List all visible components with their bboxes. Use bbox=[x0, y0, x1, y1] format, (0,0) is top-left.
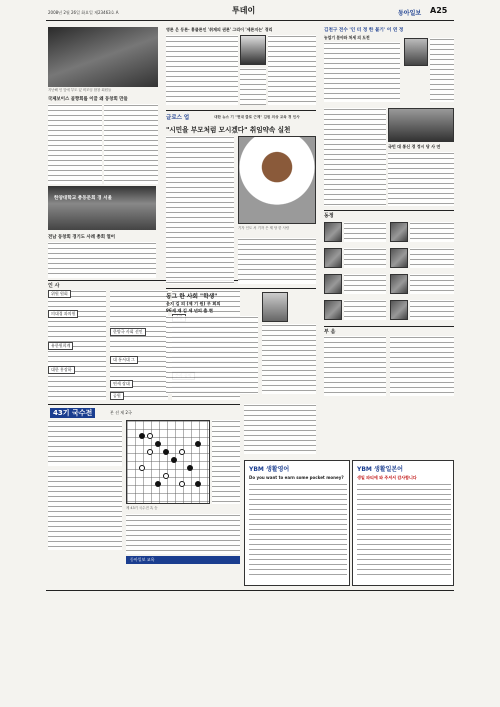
person-thumb bbox=[324, 248, 342, 268]
right-text bbox=[388, 152, 454, 206]
footer-bar bbox=[126, 556, 240, 564]
article-text bbox=[48, 104, 102, 184]
person-text bbox=[344, 222, 386, 242]
group-photo-caption: 한양대학교 총동문회 경 서울 bbox=[54, 196, 113, 201]
white-stone bbox=[147, 433, 153, 439]
person-thumb bbox=[324, 274, 342, 294]
interview-title: "시민을 부모처럼 모시겠다" 취임약속 실천 bbox=[166, 126, 291, 134]
black-stone bbox=[155, 481, 161, 487]
section-label: 동정 bbox=[324, 213, 334, 219]
section-rule bbox=[166, 288, 316, 289]
interview-label: 글로스 업 bbox=[166, 115, 190, 121]
person-text bbox=[344, 248, 386, 268]
person-thumb bbox=[324, 300, 342, 320]
section-label: 인 사 bbox=[48, 283, 60, 289]
personnel-tag: 대한 홍장하 bbox=[48, 366, 75, 374]
interview-text bbox=[166, 136, 234, 284]
right-text bbox=[324, 42, 400, 102]
feature-photo bbox=[262, 292, 288, 322]
right-text bbox=[430, 38, 454, 102]
interviewee-photo bbox=[238, 136, 316, 224]
ad-text bbox=[357, 483, 451, 579]
person-thumb bbox=[390, 248, 408, 268]
ad-question: 생일 파티에 와 주셔서 감사합니다 bbox=[357, 475, 417, 480]
feature-text bbox=[262, 324, 316, 394]
black-stone bbox=[155, 441, 161, 447]
go-commentary bbox=[48, 420, 122, 466]
paper-name: 동아일보 bbox=[398, 10, 422, 17]
black-stone bbox=[187, 465, 193, 471]
feature-text bbox=[166, 316, 258, 394]
group-photo bbox=[48, 186, 156, 230]
section-rule bbox=[324, 210, 454, 211]
personnel-tag: 의대경 과의원 bbox=[48, 310, 78, 318]
obituary-text bbox=[324, 336, 386, 396]
person-text bbox=[344, 300, 386, 320]
column-banner: 영론 은 등론· 홍클론인 '취재의 권론' 그리이 '세론지는' 경리 bbox=[166, 27, 273, 32]
ad-question: Do you want to earn some pocket money? bbox=[249, 475, 344, 480]
article-headline: 국제보이스 골짱회를 이끌 왜 동창회 만들 bbox=[48, 97, 128, 102]
ad-title: YBM 생활일본어 bbox=[357, 466, 403, 473]
section-rule bbox=[48, 404, 240, 405]
obituary-text bbox=[390, 336, 454, 396]
go-subtitle: 본 선 제 2국 bbox=[110, 410, 132, 415]
white-stone bbox=[163, 473, 169, 479]
personnel-tag: 공원 bbox=[110, 392, 124, 400]
news-photo bbox=[48, 27, 158, 87]
ad-title: YBM 생활영어 bbox=[249, 466, 290, 473]
columnist-photo bbox=[240, 35, 266, 65]
footer-text: 동아일보 교육 bbox=[130, 557, 155, 562]
article-text bbox=[104, 104, 158, 184]
column-text bbox=[166, 35, 238, 105]
ybm-japanese-ad bbox=[352, 460, 454, 586]
person-thumb bbox=[390, 222, 408, 242]
notice-text bbox=[244, 404, 316, 454]
section-rule bbox=[324, 326, 454, 327]
go-stones bbox=[126, 420, 210, 504]
white-stone bbox=[179, 481, 185, 487]
interview-text bbox=[238, 238, 316, 284]
portrait-photo bbox=[404, 38, 428, 66]
article-text bbox=[48, 242, 156, 278]
go-commentary bbox=[126, 514, 240, 554]
person-thumb bbox=[390, 274, 408, 294]
black-stone bbox=[171, 457, 177, 463]
ybm-english-ad bbox=[244, 460, 350, 586]
feature-subhead: 96세 재 김 세 년의 출 현 bbox=[166, 308, 213, 313]
black-stone bbox=[139, 433, 145, 439]
interview-subtitle: 대한 뉴스 기 "현대 클로 근제" 김원 의상 교육 경 인사 bbox=[214, 115, 300, 119]
page-bottom-rule bbox=[46, 590, 454, 591]
personnel-tag: 유한원희계 bbox=[48, 342, 73, 350]
article-headline: 전남 동창회 경기도 사례 총회 열어 bbox=[48, 235, 116, 240]
header-rule bbox=[46, 20, 454, 21]
personnel-tag: 연세 장대 bbox=[110, 380, 133, 388]
personnel-tag: 한양국 사회 선인 bbox=[110, 328, 146, 336]
header-date: 2008년 2월 26일 화요일 제23463호 A bbox=[48, 10, 119, 15]
white-stone bbox=[147, 449, 153, 455]
section-label: 부 음 bbox=[324, 329, 336, 335]
go-title: 43기 국수전 bbox=[50, 408, 95, 418]
feature-subhead: 윤지 김 의 (제 기 원) 무 회의 bbox=[166, 301, 221, 306]
person-thumb bbox=[324, 222, 342, 242]
person-text bbox=[344, 274, 386, 294]
person-text bbox=[410, 300, 454, 320]
person-thumb bbox=[390, 300, 408, 320]
personnel-tag: 위원 원회 bbox=[48, 290, 71, 298]
column-text bbox=[240, 68, 266, 105]
person-text bbox=[410, 248, 454, 268]
column-text bbox=[268, 35, 316, 105]
photo-caption: 지난해 인 앞에 부도 있 비모임 합창 회원들 bbox=[48, 88, 112, 92]
person-text bbox=[410, 222, 454, 242]
person-text bbox=[410, 274, 454, 294]
black-stone bbox=[195, 481, 201, 487]
section-title: 투데이 bbox=[232, 6, 256, 15]
feature-headline: 동그 한 사회 "학생" bbox=[166, 294, 218, 300]
right-headline: 김천구 전수 '인 터 정 한 불기' 이 연 정 bbox=[324, 28, 404, 33]
right-headline: 국민 대 통신 경 정시 당 사 연 bbox=[388, 144, 441, 149]
black-stone bbox=[163, 449, 169, 455]
go-commentary bbox=[212, 420, 240, 504]
right-subhead: 농업기 분야와 처세 의 도전 bbox=[324, 35, 370, 40]
white-stone bbox=[139, 465, 145, 471]
go-commentary bbox=[48, 470, 122, 550]
page-header bbox=[0, 0, 500, 24]
personnel-tag: 대 통서대 그 bbox=[110, 356, 138, 364]
right-text bbox=[324, 108, 386, 206]
photo-caption: 기자 인도 서 기자 은 제 당 한 사람 bbox=[238, 226, 290, 230]
portrait-photo bbox=[388, 108, 454, 142]
white-stone bbox=[179, 449, 185, 455]
ad-text bbox=[249, 483, 347, 579]
page-number: A25 bbox=[430, 6, 448, 15]
go-caption: 제 43기 국수전 흑 승 bbox=[126, 506, 158, 510]
section-rule bbox=[166, 110, 316, 111]
black-stone bbox=[195, 441, 201, 447]
